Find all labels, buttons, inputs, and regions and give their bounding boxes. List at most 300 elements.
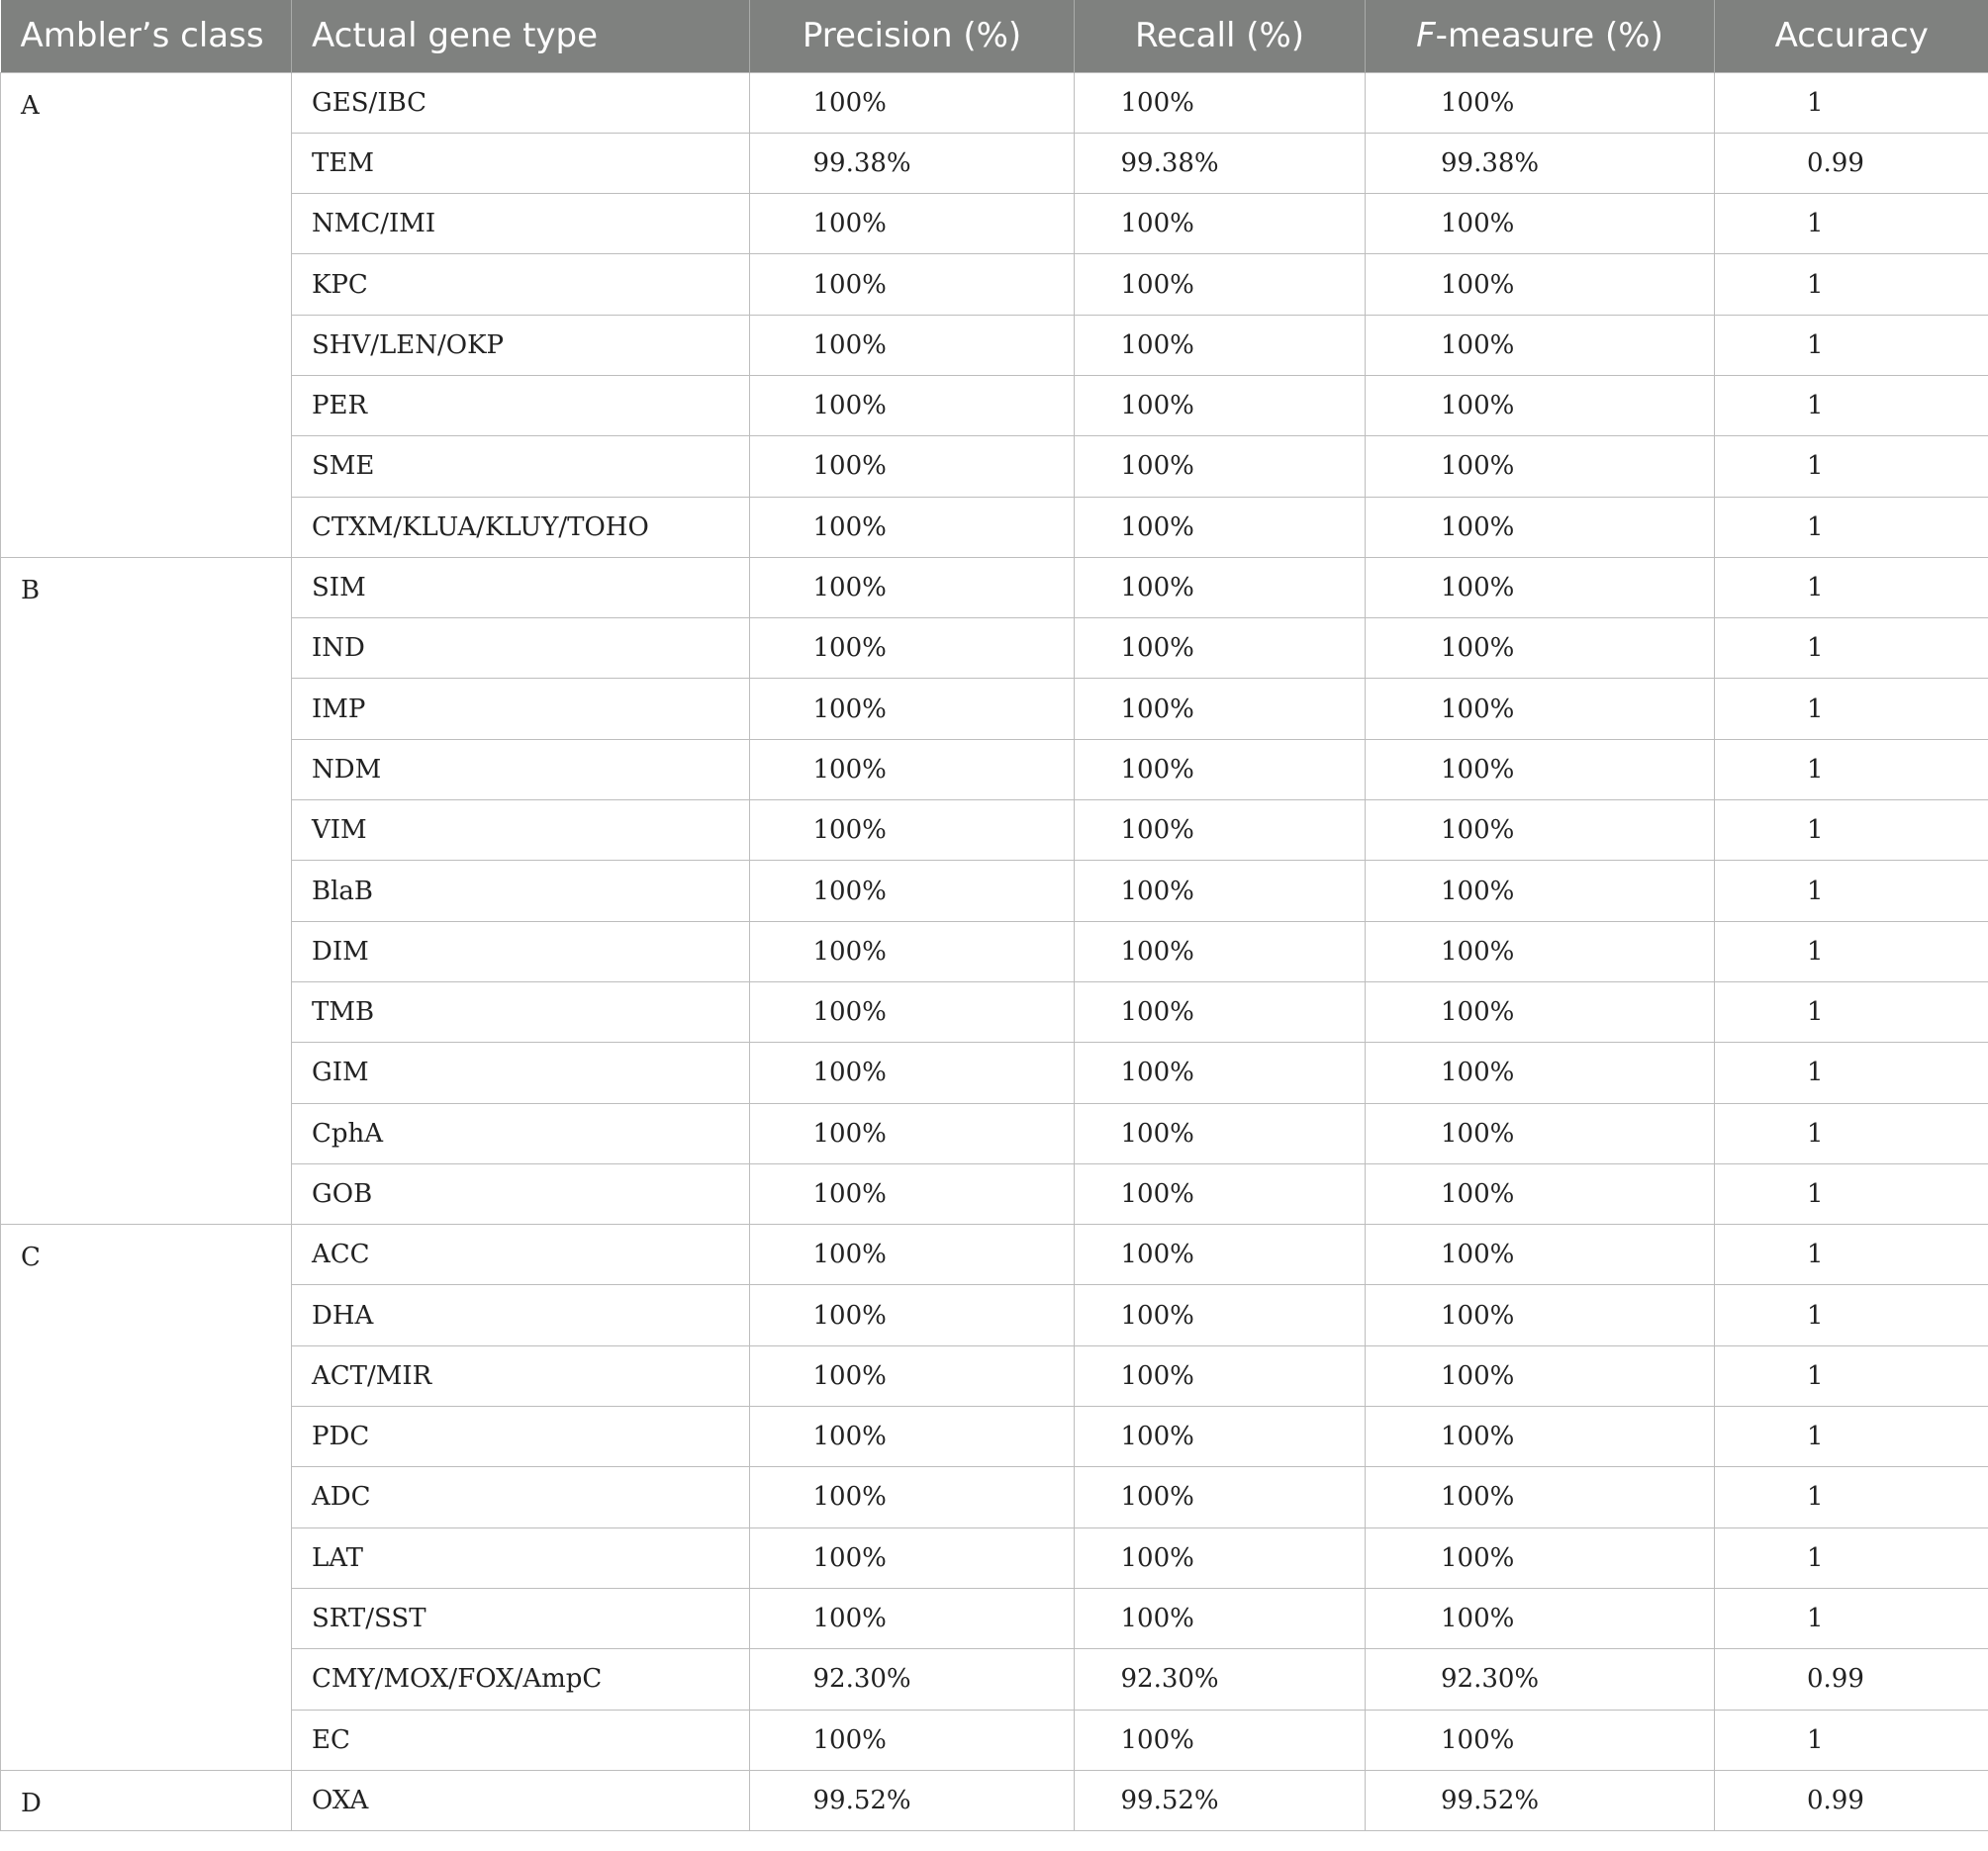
f-measure-value: 100% (1441, 997, 1515, 1028)
f-measure-value: 100% (1441, 329, 1515, 360)
recall-value: 100% (1120, 694, 1194, 724)
f-measure-cell (1366, 981, 1715, 1042)
table-row (1, 497, 1988, 557)
precision-cell (750, 1407, 1075, 1467)
gene-type-cell: KPC (292, 254, 750, 315)
table-row (1, 800, 1988, 861)
f-measure-value: 100% (1441, 936, 1515, 967)
accuracy-cell (1715, 1285, 1988, 1345)
recall-value: 100% (1120, 451, 1194, 482)
precision-cell (750, 1710, 1075, 1770)
accuracy-value: 1 (1807, 391, 1824, 421)
accuracy-value: 0.99 (1807, 147, 1864, 178)
precision-cell (750, 981, 1075, 1042)
accuracy-value: 1 (1807, 1724, 1824, 1755)
precision-cell (750, 1588, 1075, 1648)
recall-cell (1075, 1588, 1366, 1648)
accuracy-cell (1715, 1527, 1988, 1588)
table-row (1, 1163, 1988, 1224)
table-row (1, 1467, 1988, 1527)
gene-type-cell: TEM (292, 133, 750, 193)
precision-value: 100% (812, 997, 887, 1028)
accuracy-value: 1 (1807, 936, 1824, 967)
f-measure-cell (1366, 1345, 1715, 1406)
gene-type-cell: OXA (292, 1770, 750, 1830)
accuracy-cell (1715, 618, 1988, 679)
gene-type-cell: GOB (292, 1163, 750, 1224)
precision-value: 100% (812, 1300, 887, 1331)
f-measure-cell (1366, 133, 1715, 193)
accuracy-cell (1715, 739, 1988, 799)
precision-value: 100% (812, 1058, 887, 1088)
gene-type-cell: IND (292, 618, 750, 679)
recall-value: 100% (1120, 1482, 1194, 1513)
gene-type-cell: LAT (292, 1527, 750, 1588)
precision-value: 100% (812, 391, 887, 421)
recall-value: 100% (1120, 511, 1194, 542)
precision-value: 100% (812, 1118, 887, 1149)
f-measure-cell (1366, 194, 1715, 254)
recall-cell (1075, 133, 1366, 193)
accuracy-value: 1 (1807, 573, 1824, 603)
gene-type-cell: SIM (292, 557, 750, 617)
precision-value: 100% (812, 1240, 887, 1270)
recall-value: 100% (1120, 1422, 1194, 1452)
f-measure-value: 92.30% (1441, 1664, 1540, 1695)
accuracy-value: 1 (1807, 87, 1824, 118)
table-row (1, 739, 1988, 799)
accuracy-value: 1 (1807, 1542, 1824, 1573)
recall-cell (1075, 436, 1366, 497)
f-measure-value: 99.38% (1441, 147, 1540, 178)
precision-cell (750, 1649, 1075, 1710)
recall-cell (1075, 1163, 1366, 1224)
recall-value: 100% (1120, 1724, 1194, 1755)
precision-cell (750, 194, 1075, 254)
f-measure-value: 100% (1441, 1058, 1515, 1088)
header-gene-type: Actual gene type (292, 0, 750, 72)
f-measure-value: 100% (1441, 573, 1515, 603)
accuracy-cell (1715, 497, 1988, 557)
recall-value: 99.52% (1120, 1785, 1219, 1815)
precision-value: 92.30% (812, 1664, 911, 1695)
recall-value: 100% (1120, 1240, 1194, 1270)
gene-type-cell: ADC (292, 1467, 750, 1527)
accuracy-value: 1 (1807, 451, 1824, 482)
f-measure-value: 100% (1441, 269, 1515, 300)
precision-value: 100% (812, 1178, 887, 1209)
recall-cell (1075, 1285, 1366, 1345)
table-row (1, 1649, 1988, 1710)
f-measure-cell (1366, 1710, 1715, 1770)
f-measure-value: 100% (1441, 1604, 1515, 1634)
precision-value: 100% (812, 573, 887, 603)
precision-cell (750, 1043, 1075, 1103)
precision-value: 100% (812, 754, 887, 785)
accuracy-value: 1 (1807, 815, 1824, 846)
f-measure-cell (1366, 1527, 1715, 1588)
recall-value: 100% (1120, 1058, 1194, 1088)
table-row (1, 1345, 1988, 1406)
precision-cell (750, 557, 1075, 617)
table-row (1, 679, 1988, 739)
header-f-italic: F (1416, 16, 1436, 56)
accuracy-value: 1 (1807, 1058, 1824, 1088)
recall-value: 100% (1120, 391, 1194, 421)
f-measure-value: 100% (1441, 1360, 1515, 1391)
precision-cell (750, 133, 1075, 193)
table-row (1, 254, 1988, 315)
accuracy-cell (1715, 921, 1988, 981)
accuracy-cell (1715, 1043, 1988, 1103)
f-measure-value: 99.52% (1441, 1785, 1540, 1815)
gene-type-cell: GIM (292, 1043, 750, 1103)
precision-value: 99.38% (812, 147, 911, 178)
recall-cell (1075, 497, 1366, 557)
accuracy-value: 1 (1807, 269, 1824, 300)
recall-value: 100% (1120, 269, 1194, 300)
recall-cell (1075, 557, 1366, 617)
f-measure-value: 100% (1441, 1422, 1515, 1452)
f-measure-cell (1366, 1225, 1715, 1285)
precision-cell (750, 1225, 1075, 1285)
precision-value: 100% (812, 1724, 887, 1755)
recall-cell (1075, 254, 1366, 315)
precision-cell (750, 1163, 1075, 1224)
accuracy-value: 1 (1807, 997, 1824, 1028)
gene-type-cell: TMB (292, 981, 750, 1042)
accuracy-value: 1 (1807, 1178, 1824, 1209)
accuracy-value: 1 (1807, 1422, 1824, 1452)
precision-cell (750, 497, 1075, 557)
precision-cell (750, 618, 1075, 679)
accuracy-cell (1715, 1163, 1988, 1224)
accuracy-value: 1 (1807, 1604, 1824, 1634)
recall-cell (1075, 72, 1366, 133)
accuracy-cell (1715, 1225, 1988, 1285)
accuracy-value: 1 (1807, 1118, 1824, 1149)
recall-value: 100% (1120, 1178, 1194, 1209)
accuracy-cell (1715, 1407, 1988, 1467)
precision-value: 100% (812, 1360, 887, 1391)
accuracy-value: 1 (1807, 209, 1824, 239)
accuracy-value: 1 (1807, 1482, 1824, 1513)
precision-value: 99.52% (812, 1785, 911, 1815)
f-measure-cell (1366, 254, 1715, 315)
f-measure-cell (1366, 800, 1715, 861)
gene-type-cell: CTXM/KLUA/KLUY/TOHO (292, 497, 750, 557)
recall-cell (1075, 739, 1366, 799)
header-ambler-class: Ambler’s class (1, 0, 292, 72)
accuracy-cell (1715, 72, 1988, 133)
recall-value: 100% (1120, 87, 1194, 118)
recall-cell (1075, 1043, 1366, 1103)
header-accuracy: Accuracy (1715, 0, 1988, 72)
accuracy-cell (1715, 557, 1988, 617)
table-row (1, 1710, 1988, 1770)
precision-value: 100% (812, 936, 887, 967)
gene-type-cell: PDC (292, 1407, 750, 1467)
f-measure-value: 100% (1441, 633, 1515, 664)
table-row (1, 1043, 1988, 1103)
precision-value: 100% (812, 1604, 887, 1634)
f-measure-value: 100% (1441, 694, 1515, 724)
accuracy-value: 1 (1807, 1360, 1824, 1391)
f-measure-value: 100% (1441, 1118, 1515, 1149)
gene-type-cell: IMP (292, 679, 750, 739)
gene-type-cell: ACC (292, 1225, 750, 1285)
accuracy-value: 1 (1807, 876, 1824, 906)
precision-cell (750, 72, 1075, 133)
f-measure-cell (1366, 436, 1715, 497)
recall-cell (1075, 800, 1366, 861)
precision-cell (750, 679, 1075, 739)
accuracy-cell (1715, 254, 1988, 315)
recall-cell (1075, 618, 1366, 679)
gene-type-cell: DIM (292, 921, 750, 981)
accuracy-value: 1 (1807, 694, 1824, 724)
accuracy-cell (1715, 1770, 1988, 1830)
recall-cell (1075, 981, 1366, 1042)
table-row (1, 436, 1988, 497)
recall-value: 100% (1120, 1300, 1194, 1331)
table-row (1, 557, 1988, 617)
precision-value: 100% (812, 1422, 887, 1452)
f-measure-value: 100% (1441, 451, 1515, 482)
recall-cell (1075, 1225, 1366, 1285)
gene-type-cell: CphA (292, 1103, 750, 1163)
gene-type-cell: SHV/LEN/OKP (292, 315, 750, 375)
recall-cell (1075, 194, 1366, 254)
accuracy-value: 1 (1807, 1240, 1824, 1270)
f-measure-cell (1366, 497, 1715, 557)
ambler-class-cell: C (1, 1225, 292, 1771)
accuracy-cell (1715, 1103, 1988, 1163)
f-measure-cell (1366, 315, 1715, 375)
recall-value: 100% (1120, 754, 1194, 785)
f-measure-value: 100% (1441, 1240, 1515, 1270)
f-measure-cell (1366, 618, 1715, 679)
accuracy-value: 0.99 (1807, 1785, 1864, 1815)
accuracy-cell (1715, 1710, 1988, 1770)
recall-value: 100% (1120, 209, 1194, 239)
table-row (1, 133, 1988, 193)
precision-value: 100% (812, 1482, 887, 1513)
precision-value: 100% (812, 451, 887, 482)
recall-cell (1075, 1710, 1366, 1770)
recall-cell (1075, 1649, 1366, 1710)
f-measure-value: 100% (1441, 391, 1515, 421)
precision-cell (750, 1467, 1075, 1527)
accuracy-cell (1715, 133, 1988, 193)
table-row (1, 194, 1988, 254)
recall-value: 100% (1120, 329, 1194, 360)
f-measure-cell (1366, 557, 1715, 617)
precision-value: 100% (812, 815, 887, 846)
recall-value: 100% (1120, 1360, 1194, 1391)
recall-value: 100% (1120, 815, 1194, 846)
table-row (1, 921, 1988, 981)
f-measure-cell (1366, 1588, 1715, 1648)
recall-value: 100% (1120, 1118, 1194, 1149)
precision-cell (750, 800, 1075, 861)
gene-type-cell: GES/IBC (292, 72, 750, 133)
table-row (1, 375, 1988, 435)
accuracy-cell (1715, 800, 1988, 861)
header-recall: Recall (%) (1075, 0, 1366, 72)
f-measure-cell (1366, 1770, 1715, 1830)
table-row (1, 981, 1988, 1042)
recall-cell (1075, 375, 1366, 435)
precision-value: 100% (812, 329, 887, 360)
recall-cell (1075, 1467, 1366, 1527)
recall-value: 100% (1120, 1542, 1194, 1573)
recall-value: 100% (1120, 1604, 1194, 1634)
recall-value: 100% (1120, 936, 1194, 967)
gene-type-cell: SRT/SST (292, 1588, 750, 1648)
table-row (1, 1527, 1988, 1588)
recall-cell (1075, 921, 1366, 981)
table-row (1, 1407, 1988, 1467)
table-row (1, 1770, 1988, 1830)
gene-type-cell: NMC/IMI (292, 194, 750, 254)
recall-cell (1075, 1103, 1366, 1163)
table-body (1, 72, 1988, 1831)
f-measure-value: 100% (1441, 1482, 1515, 1513)
table-row (1, 1103, 1988, 1163)
f-measure-value: 100% (1441, 815, 1515, 846)
accuracy-cell (1715, 436, 1988, 497)
table-row (1, 861, 1988, 921)
f-measure-cell (1366, 375, 1715, 435)
header-precision: Precision (%) (750, 0, 1075, 72)
f-measure-value: 100% (1441, 1178, 1515, 1209)
accuracy-cell (1715, 1345, 1988, 1406)
recall-cell (1075, 861, 1366, 921)
accuracy-cell (1715, 679, 1988, 739)
recall-cell (1075, 315, 1366, 375)
ambler-class-cell: A (1, 72, 292, 557)
header-row (1, 0, 1988, 72)
precision-value: 100% (812, 87, 887, 118)
recall-value: 100% (1120, 997, 1194, 1028)
table-row (1, 1225, 1988, 1285)
gene-type-cell: EC (292, 1710, 750, 1770)
f-measure-cell (1366, 1407, 1715, 1467)
f-measure-value: 100% (1441, 1542, 1515, 1573)
precision-value: 100% (812, 511, 887, 542)
recall-value: 100% (1120, 573, 1194, 603)
precision-value: 100% (812, 1542, 887, 1573)
accuracy-value: 1 (1807, 633, 1824, 664)
f-measure-value: 100% (1441, 1724, 1515, 1755)
gene-type-cell: BlaB (292, 861, 750, 921)
accuracy-cell (1715, 981, 1988, 1042)
gene-type-cell: NDM (292, 739, 750, 799)
accuracy-cell (1715, 1467, 1988, 1527)
accuracy-cell (1715, 1588, 1988, 1648)
f-measure-value: 100% (1441, 876, 1515, 906)
accuracy-value: 1 (1807, 754, 1824, 785)
accuracy-value: 1 (1807, 511, 1824, 542)
precision-cell (750, 1770, 1075, 1830)
accuracy-cell (1715, 1649, 1988, 1710)
header-f-rest: -measure (%) (1435, 16, 1663, 56)
f-measure-cell (1366, 1043, 1715, 1103)
precision-cell (750, 315, 1075, 375)
ambler-class-cell: D (1, 1770, 292, 1830)
accuracy-cell (1715, 861, 1988, 921)
header-f-measure (1366, 0, 1715, 72)
precision-cell (750, 1527, 1075, 1588)
precision-cell (750, 1285, 1075, 1345)
recall-cell (1075, 1770, 1366, 1830)
gene-type-cell: PER (292, 375, 750, 435)
precision-cell (750, 436, 1075, 497)
table-row (1, 618, 1988, 679)
table-row (1, 1588, 1988, 1648)
f-measure-cell (1366, 72, 1715, 133)
f-measure-cell (1366, 739, 1715, 799)
recall-cell (1075, 679, 1366, 739)
gene-type-cell: SME (292, 436, 750, 497)
table-row (1, 72, 1988, 133)
table-row (1, 1285, 1988, 1345)
accuracy-cell (1715, 194, 1988, 254)
f-measure-value: 100% (1441, 87, 1515, 118)
f-measure-cell (1366, 1649, 1715, 1710)
precision-cell (750, 861, 1075, 921)
precision-value: 100% (812, 209, 887, 239)
f-measure-cell (1366, 921, 1715, 981)
gene-type-cell: DHA (292, 1285, 750, 1345)
precision-cell (750, 739, 1075, 799)
f-measure-cell (1366, 1103, 1715, 1163)
gene-type-cell: ACT/MIR (292, 1345, 750, 1406)
recall-cell (1075, 1527, 1366, 1588)
f-measure-value: 100% (1441, 1300, 1515, 1331)
recall-cell (1075, 1407, 1366, 1467)
precision-cell (750, 1103, 1075, 1163)
f-measure-cell (1366, 1467, 1715, 1527)
accuracy-cell (1715, 375, 1988, 435)
f-measure-value: 100% (1441, 754, 1515, 785)
gene-type-cell: VIM (292, 800, 750, 861)
gene-type-cell: CMY/MOX/FOX/AmpC (292, 1649, 750, 1710)
accuracy-value: 0.99 (1807, 1664, 1864, 1695)
accuracy-cell (1715, 315, 1988, 375)
ambler-class-cell: B (1, 557, 292, 1224)
precision-cell (750, 375, 1075, 435)
recall-cell (1075, 1345, 1366, 1406)
f-measure-cell (1366, 861, 1715, 921)
recall-value: 100% (1120, 876, 1194, 906)
precision-value: 100% (812, 876, 887, 906)
recall-value: 99.38% (1120, 147, 1219, 178)
f-measure-value: 100% (1441, 511, 1515, 542)
precision-cell (750, 254, 1075, 315)
f-measure-cell (1366, 1163, 1715, 1224)
precision-value: 100% (812, 633, 887, 664)
f-measure-cell (1366, 1285, 1715, 1345)
recall-value: 92.30% (1120, 1664, 1219, 1695)
accuracy-value: 1 (1807, 1300, 1824, 1331)
f-measure-cell (1366, 679, 1715, 739)
precision-value: 100% (812, 269, 887, 300)
recall-value: 100% (1120, 633, 1194, 664)
precision-cell (750, 921, 1075, 981)
f-measure-value: 100% (1441, 209, 1515, 239)
